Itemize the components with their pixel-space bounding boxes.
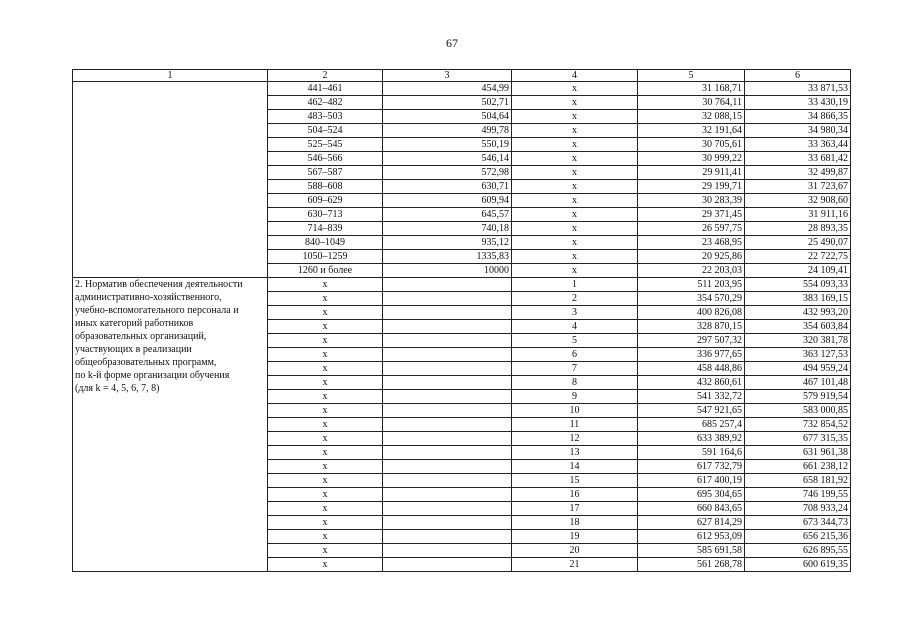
value-col-6-cell: 746 199,55 xyxy=(745,488,851,502)
value-col-6-cell: 32 499,87 xyxy=(745,166,851,180)
x-cell: x xyxy=(268,404,383,418)
value-col-5-cell: 29 911,41 xyxy=(638,166,745,180)
header-col-5: 5 xyxy=(638,70,745,82)
x-cell: x xyxy=(268,488,383,502)
value-col-5-cell: 458 448,86 xyxy=(638,362,745,376)
size-range-cell: 609–629 xyxy=(268,194,383,208)
description-line: общеобразовательных программ, xyxy=(75,357,217,368)
value-col-6-cell: 33 363,44 xyxy=(745,138,851,152)
x-cell: x xyxy=(512,236,638,250)
coefficient-cell: 546,14 xyxy=(383,152,512,166)
value-col-6-cell: 432 993,20 xyxy=(745,306,851,320)
x-cell: x xyxy=(512,208,638,222)
size-range-cell: 1050–1259 xyxy=(268,250,383,264)
form-k-cell: 21 xyxy=(512,558,638,572)
size-range-cell: 546–566 xyxy=(268,152,383,166)
empty-col-3-cell xyxy=(383,488,512,502)
size-range-cell: 630–713 xyxy=(268,208,383,222)
empty-col-3-cell xyxy=(383,320,512,334)
empty-col-3-cell xyxy=(383,292,512,306)
empty-col-3-cell xyxy=(383,418,512,432)
coefficient-cell: 499,78 xyxy=(383,124,512,138)
value-col-5-cell: 612 953,09 xyxy=(638,530,745,544)
form-k-cell: 14 xyxy=(512,460,638,474)
x-cell: x xyxy=(512,82,638,96)
x-cell: x xyxy=(268,278,383,292)
form-k-cell: 9 xyxy=(512,390,638,404)
value-col-6-cell: 579 919,54 xyxy=(745,390,851,404)
form-k-cell: 10 xyxy=(512,404,638,418)
coefficient-cell: 550,19 xyxy=(383,138,512,152)
value-col-5-cell: 591 164,6 xyxy=(638,446,745,460)
value-col-5-cell: 336 977,65 xyxy=(638,348,745,362)
empty-col-3-cell xyxy=(383,544,512,558)
value-col-5-cell: 685 257,4 xyxy=(638,418,745,432)
x-cell: x xyxy=(268,334,383,348)
value-col-6-cell: 658 181,92 xyxy=(745,474,851,488)
value-col-6-cell: 320 381,78 xyxy=(745,334,851,348)
section-2-description xyxy=(73,278,268,572)
value-col-5-cell: 585 691,58 xyxy=(638,544,745,558)
value-col-5-cell: 30 764,11 xyxy=(638,96,745,110)
value-col-6-cell: 708 933,24 xyxy=(745,502,851,516)
x-cell: x xyxy=(512,138,638,152)
value-col-6-cell: 467 101,48 xyxy=(745,376,851,390)
empty-col-3-cell xyxy=(383,278,512,292)
value-col-6-cell: 24 109,41 xyxy=(745,264,851,278)
coefficient-cell: 502,71 xyxy=(383,96,512,110)
x-cell: x xyxy=(512,264,638,278)
x-cell: x xyxy=(268,306,383,320)
x-cell: x xyxy=(268,544,383,558)
form-k-cell: 6 xyxy=(512,348,638,362)
value-col-6-cell: 554 093,33 xyxy=(745,278,851,292)
value-col-5-cell: 31 168,71 xyxy=(638,82,745,96)
value-col-5-cell: 32 088,15 xyxy=(638,110,745,124)
value-col-5-cell: 29 371,45 xyxy=(638,208,745,222)
value-col-6-cell: 600 619,35 xyxy=(745,558,851,572)
value-col-5-cell: 547 921,65 xyxy=(638,404,745,418)
value-col-5-cell: 297 507,32 xyxy=(638,334,745,348)
value-col-5-cell: 29 199,71 xyxy=(638,180,745,194)
size-range-cell: 483–503 xyxy=(268,110,383,124)
value-col-5-cell: 32 191,64 xyxy=(638,124,745,138)
coefficient-cell: 1335,83 xyxy=(383,250,512,264)
value-col-5-cell: 22 203,03 xyxy=(638,264,745,278)
value-col-6-cell: 31 911,16 xyxy=(745,208,851,222)
form-k-cell: 5 xyxy=(512,334,638,348)
value-col-6-cell: 22 722,75 xyxy=(745,250,851,264)
coefficient-cell: 630,71 xyxy=(383,180,512,194)
form-k-cell: 18 xyxy=(512,516,638,530)
form-k-cell: 12 xyxy=(512,432,638,446)
value-col-6-cell: 656 215,36 xyxy=(745,530,851,544)
coefficient-cell: 609,94 xyxy=(383,194,512,208)
form-k-cell: 13 xyxy=(512,446,638,460)
x-cell: x xyxy=(268,516,383,530)
form-k-cell: 17 xyxy=(512,502,638,516)
value-col-6-cell: 354 603,84 xyxy=(745,320,851,334)
description-line: образовательных организаций, xyxy=(75,331,207,342)
description-line: иных категорий работников xyxy=(75,318,194,329)
size-range-cell: 1260 и более xyxy=(268,264,383,278)
x-cell: x xyxy=(268,390,383,404)
x-cell: x xyxy=(512,166,638,180)
value-col-5-cell: 617 732,79 xyxy=(638,460,745,474)
x-cell: x xyxy=(512,110,638,124)
size-range-cell: 462–482 xyxy=(268,96,383,110)
x-cell: x xyxy=(268,376,383,390)
value-col-6-cell: 34 866,35 xyxy=(745,110,851,124)
x-cell: x xyxy=(268,348,383,362)
form-k-cell: 11 xyxy=(512,418,638,432)
value-col-5-cell: 354 570,29 xyxy=(638,292,745,306)
header-col-3: 3 xyxy=(383,70,512,82)
value-col-5-cell: 660 843,65 xyxy=(638,502,745,516)
empty-col-3-cell xyxy=(383,362,512,376)
coefficient-cell: 454,99 xyxy=(383,82,512,96)
table-row xyxy=(73,278,851,292)
x-cell: x xyxy=(268,418,383,432)
x-cell: x xyxy=(268,530,383,544)
x-cell: x xyxy=(268,558,383,572)
x-cell: x xyxy=(268,502,383,516)
coefficient-cell: 572,98 xyxy=(383,166,512,180)
value-col-6-cell: 494 959,24 xyxy=(745,362,851,376)
empty-col-3-cell xyxy=(383,530,512,544)
x-cell: x xyxy=(268,460,383,474)
x-cell: x xyxy=(268,432,383,446)
form-k-cell: 7 xyxy=(512,362,638,376)
coefficient-cell: 935,12 xyxy=(383,236,512,250)
description-line: 2. Норматив обеспечения деятельности xyxy=(75,279,243,290)
value-col-5-cell: 30 705,61 xyxy=(638,138,745,152)
value-col-6-cell: 626 895,55 xyxy=(745,544,851,558)
normative-table xyxy=(72,69,851,572)
value-col-6-cell: 31 723,67 xyxy=(745,180,851,194)
value-col-6-cell: 33 430,19 xyxy=(745,96,851,110)
form-k-cell: 3 xyxy=(512,306,638,320)
value-col-6-cell: 677 315,35 xyxy=(745,432,851,446)
value-col-6-cell: 28 893,35 xyxy=(745,222,851,236)
size-range-cell: 525–545 xyxy=(268,138,383,152)
empty-col-3-cell xyxy=(383,446,512,460)
table-row xyxy=(73,82,851,96)
header-col-6: 6 xyxy=(745,70,851,82)
empty-col-3-cell xyxy=(383,432,512,446)
description-line: участвующих в реализации xyxy=(75,344,192,355)
x-cell: x xyxy=(512,124,638,138)
value-col-5-cell: 561 268,78 xyxy=(638,558,745,572)
value-col-5-cell: 617 400,19 xyxy=(638,474,745,488)
value-col-5-cell: 328 870,15 xyxy=(638,320,745,334)
value-col-6-cell: 631 961,38 xyxy=(745,446,851,460)
size-range-cell: 567–587 xyxy=(268,166,383,180)
header-col-2: 2 xyxy=(268,70,383,82)
size-range-cell: 714–839 xyxy=(268,222,383,236)
value-col-6-cell: 33 681,42 xyxy=(745,152,851,166)
value-col-5-cell: 30 283,39 xyxy=(638,194,745,208)
x-cell: x xyxy=(268,320,383,334)
value-col-6-cell: 34 980,34 xyxy=(745,124,851,138)
description-line: учебно-вспомогательного персонала и xyxy=(75,305,239,316)
coefficient-cell: 504,64 xyxy=(383,110,512,124)
value-col-6-cell: 32 908,60 xyxy=(745,194,851,208)
value-col-5-cell: 20 925,86 xyxy=(638,250,745,264)
value-col-6-cell: 732 854,52 xyxy=(745,418,851,432)
x-cell: x xyxy=(512,194,638,208)
empty-col-3-cell xyxy=(383,460,512,474)
value-col-5-cell: 541 332,72 xyxy=(638,390,745,404)
form-k-cell: 15 xyxy=(512,474,638,488)
x-cell: x xyxy=(268,446,383,460)
header-col-4: 4 xyxy=(512,70,638,82)
page-number: 67 xyxy=(446,36,458,50)
value-col-5-cell: 633 389,92 xyxy=(638,432,745,446)
form-k-cell: 8 xyxy=(512,376,638,390)
size-range-cell: 588–608 xyxy=(268,180,383,194)
value-col-5-cell: 400 826,08 xyxy=(638,306,745,320)
empty-col-3-cell xyxy=(383,390,512,404)
empty-col-3-cell xyxy=(383,516,512,530)
value-col-5-cell: 695 304,65 xyxy=(638,488,745,502)
empty-col-3-cell xyxy=(383,558,512,572)
value-col-5-cell: 511 203,95 xyxy=(638,278,745,292)
x-cell: x xyxy=(268,362,383,376)
empty-col-3-cell xyxy=(383,376,512,390)
x-cell: x xyxy=(512,152,638,166)
size-range-cell: 840–1049 xyxy=(268,236,383,250)
form-k-cell: 20 xyxy=(512,544,638,558)
description-line: по k-й форме организации обучения xyxy=(75,370,230,381)
section-1-label-cell xyxy=(73,82,268,278)
empty-col-3-cell xyxy=(383,334,512,348)
description-line: административно-хозяйственного, xyxy=(75,292,222,303)
coefficient-cell: 740,18 xyxy=(383,222,512,236)
form-k-cell: 19 xyxy=(512,530,638,544)
x-cell: x xyxy=(268,474,383,488)
value-col-5-cell: 432 860,61 xyxy=(638,376,745,390)
value-col-6-cell: 25 490,07 xyxy=(745,236,851,250)
coefficient-cell: 645,57 xyxy=(383,208,512,222)
value-col-5-cell: 627 814,29 xyxy=(638,516,745,530)
x-cell: x xyxy=(512,250,638,264)
x-cell: x xyxy=(512,180,638,194)
form-k-cell: 16 xyxy=(512,488,638,502)
form-k-cell: 4 xyxy=(512,320,638,334)
x-cell: x xyxy=(512,96,638,110)
header-row xyxy=(73,70,851,82)
empty-col-3-cell xyxy=(383,348,512,362)
size-range-cell: 441–461 xyxy=(268,82,383,96)
value-col-6-cell: 583 000,85 xyxy=(745,404,851,418)
empty-col-3-cell xyxy=(383,306,512,320)
value-col-6-cell: 673 344,73 xyxy=(745,516,851,530)
size-range-cell: 504–524 xyxy=(268,124,383,138)
value-col-6-cell: 383 169,15 xyxy=(745,292,851,306)
empty-col-3-cell xyxy=(383,404,512,418)
description-line: (для k = 4, 5, 6, 7, 8) xyxy=(75,383,160,394)
x-cell: x xyxy=(268,292,383,306)
value-col-5-cell: 30 999,22 xyxy=(638,152,745,166)
empty-col-3-cell xyxy=(383,502,512,516)
value-col-6-cell: 363 127,53 xyxy=(745,348,851,362)
empty-col-3-cell xyxy=(383,474,512,488)
header-col-1: 1 xyxy=(73,70,268,82)
value-col-6-cell: 33 871,53 xyxy=(745,82,851,96)
x-cell: x xyxy=(512,222,638,236)
coefficient-cell: 10000 xyxy=(383,264,512,278)
form-k-cell: 2 xyxy=(512,292,638,306)
value-col-6-cell: 661 238,12 xyxy=(745,460,851,474)
value-col-5-cell: 23 468,95 xyxy=(638,236,745,250)
form-k-cell: 1 xyxy=(512,278,638,292)
value-col-5-cell: 26 597,75 xyxy=(638,222,745,236)
